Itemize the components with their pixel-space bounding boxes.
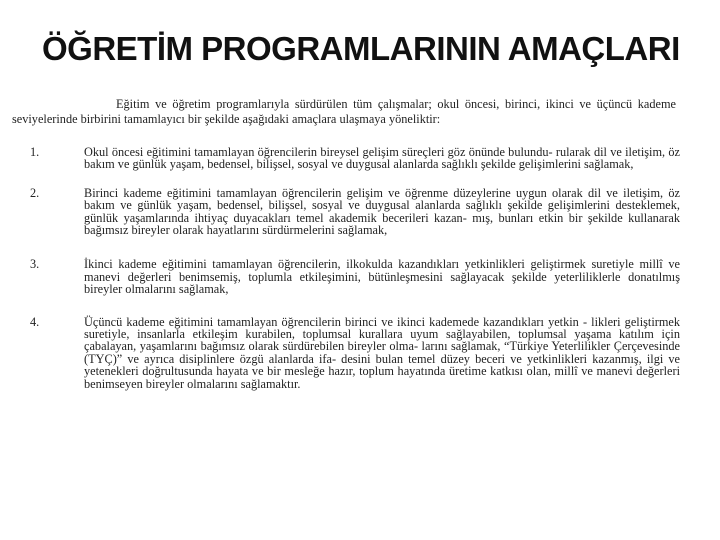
list-item — [30, 187, 680, 237]
list-item-number: 4. — [30, 314, 40, 329]
slide-title: ÖĞRETİM PROGRAMLARININ AMAÇLARI — [42, 30, 680, 67]
list-item-number: 2. — [30, 185, 40, 200]
list-item — [30, 316, 680, 390]
list-item-text: İkinci kademe eğitimini tamamlayan öğrencilerin, ilkokulda kazandıkları yetkinlikleri geliştirmek suretiyle millî ve manevi değerleri benimsemiş, toplumla etkileşimini, bütünleşmesini sağlayacak şekilde yeterliliklerle donatılmış bireyler olmalarını sağlamak, — [84, 257, 680, 297]
intro-paragraph: Eğitim ve öğretim programlarıyla sürdürülen tüm çalışmalar; okul öncesi, birinci, ikinci ve üçüncü kademe seviyelerinde birbirini tamamlayıcı bir şekilde aşağıdaki amaçlara ulaşmaya yöneliktir: — [12, 97, 676, 126]
list-item-text: Birinci kademe eğitimini tamamlayan öğrencilerin gelişim ve öğrenme düzeylerine uygun olarak dil ve iletişim, öz bakım ve günlük yaşam, bedensel, bilişsel, sosyal ve duygusal alanlarda sağlıklı şekilde gelişimlerini desteklemek, günlük yaşamlarında ihtiyaç duyacakları temel akademik becerileri kazan- mış, bunları etkin bir şekilde kullanarak bağımsız bireyler olarak hayatlarını sürdürmelerini sağlamak, — [84, 185, 680, 238]
objectives-list — [30, 146, 680, 390]
list-item-text: Üçüncü kademe eğitimini tamamlayan öğrencilerin birinci ve ikinci kademede kazandıkları yetkin - likleri geliştirmek suretiyle, insanlarla etkileşim kurabilen, toplumsal kurallara uyum sağlayabilen, toplumsal yaşama katılım için çabalayan, yaşamlarını bağımsız olarak sürdürebilen bireyler olma- larını sağlamak, “Türkiye Yeterlilikler Çerçevesinde (TYÇ)” ve ayrıca disiplinlere özgü alanlarda ifa- desini bulan temel düzey beceri ve yetkinlikleri kazanmış, ilgi ve yetenekleri doğrultusunda hayata ve bir mesleğe hazır, toplum hayatında üretime katkısı olan, millî ve manevi değerleri benimseyen bireyler olmalarını sağlamaktır. — [84, 314, 680, 391]
list-item-text: Okul öncesi eğitimini tamamlayan öğrencilerin bireysel gelişim süreçleri göz önünde bulundu- rularak dil ve iletişim, öz bakım ve günlük yaşam, bedensel, bilişsel, sosyal ve duygusal alanlarda sağlıklı şekilde gelişimlerini sağlamak, — [84, 145, 680, 172]
list-item — [30, 146, 680, 171]
list-item-number: 1. — [30, 145, 40, 159]
list-item-number: 3. — [30, 257, 40, 272]
list-item — [30, 258, 680, 295]
